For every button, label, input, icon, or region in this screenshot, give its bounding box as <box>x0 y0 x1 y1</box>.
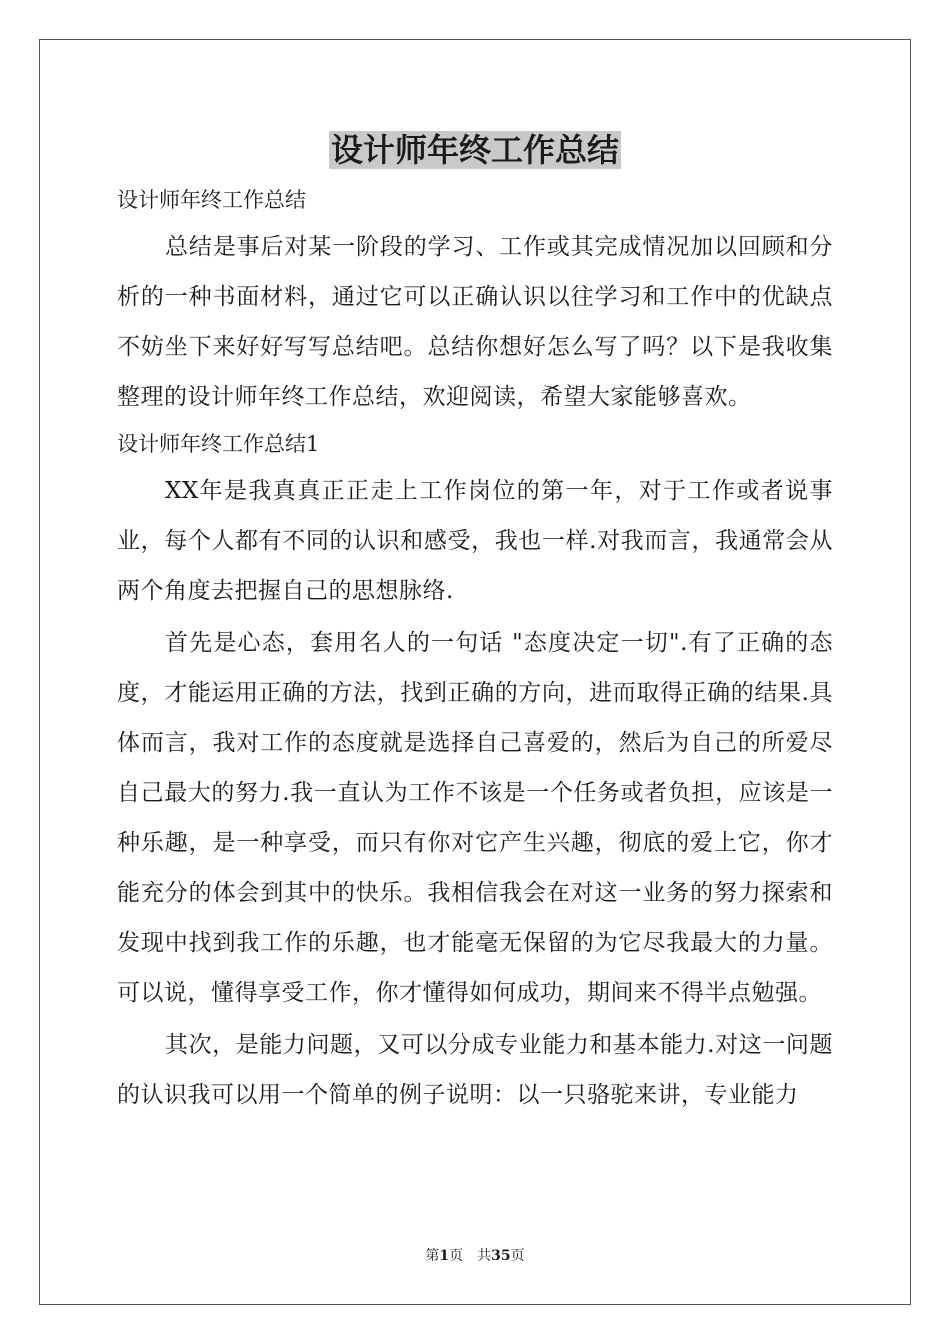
page-suffix: 页 <box>449 1248 464 1264</box>
paragraph-attitude: 首先是心态，套用名人的一句话 "态度决定一切".有了正确的态度，才能运用正确的方法，找到正确的方向，进而取得正确的结果.具体而言，我对工作的态度就是选择自己喜爱的，然后为自己的所爱尽自己最大的努力.我一直认为工作不该是一个任务或者负担，应该是一种乐趣，是一种享受，而只有你对它产生兴趣，彻底的爱上它，你才能充分的体会到其中的快乐。我相信我会在对这一业务的努力探索和发现中找到我工作的乐趣，也才能毫无保留的为它尽我最大的力量。可以说，懂得享受工作，你才懂得如何成功，期间来不得半点勉强。 <box>117 630 833 1006</box>
document-title <box>0 126 950 174</box>
total-prefix: 共 <box>477 1248 492 1264</box>
paragraph-intro: 总结是事后对某一阶段的学习、工作或其完成情况加以回顾和分析的一种书面材料，通过它可以正确认识以往学习和工作中的优缺点不妨坐下来好好写写总结吧。总结你想好怎么写了吗？以下是我收集整理的设计师年终工作总结，欢迎阅读，希望大家能够喜欢。 <box>117 234 833 410</box>
paragraph-first-year: XX年是我真真正正走上工作岗位的第一年，对于工作或者说事业，每个人都有不同的认识和感受，我也一样.对我而言，我通常会从两个角度去把握自己的思想脉络. <box>117 478 833 604</box>
document-body <box>117 178 833 1120</box>
section-heading-1: 设计师年终工作总结1 <box>117 432 320 456</box>
page-total: 35 <box>491 1248 511 1264</box>
page-prefix: 第 <box>425 1248 440 1264</box>
document-title-text: 设计师年终工作总结 <box>330 131 619 169</box>
page-footer <box>0 1246 950 1266</box>
paragraph-ability: 其次，是能力问题，又可以分成专业能力和基本能力.对这一问题的认识我可以用一个简单的例子说明：以一只骆驼来讲，专业能力 <box>117 1032 833 1108</box>
total-suffix: 页 <box>510 1248 525 1264</box>
page-current: 1 <box>439 1248 450 1264</box>
section-heading: 设计师年终工作总结 <box>117 188 306 212</box>
